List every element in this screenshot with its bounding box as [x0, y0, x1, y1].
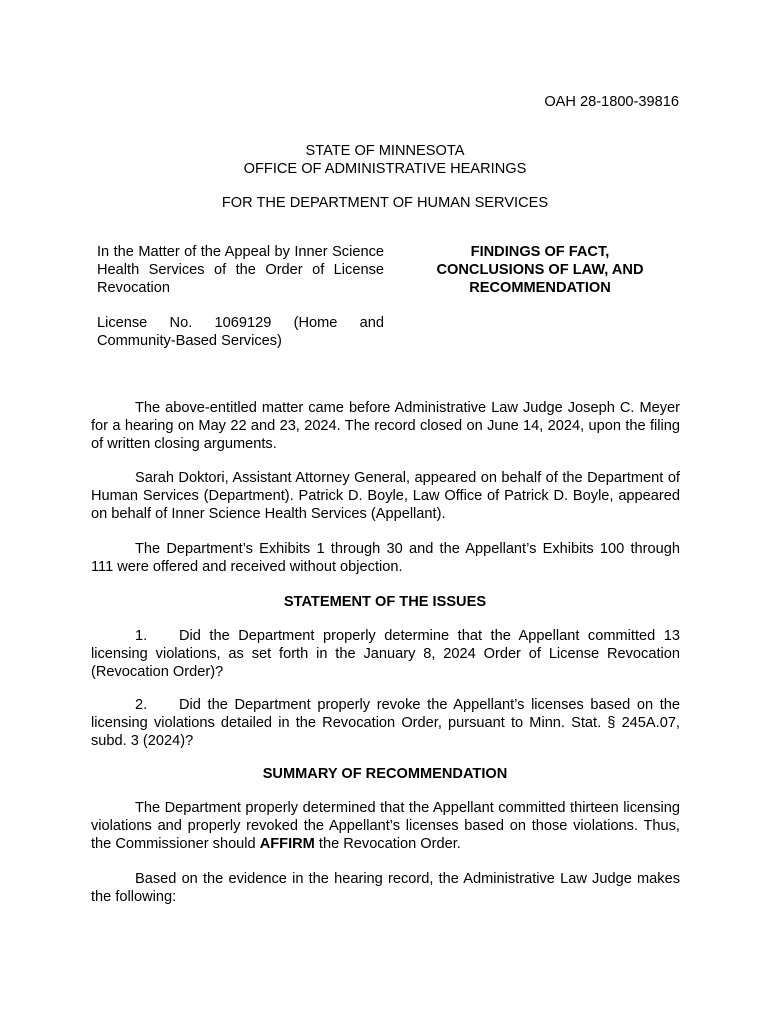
intro-paragraph-appearances: Sarah Doktori, Assistant Attorney General, appeared on behalf of the Department of Human Services (Department). Patrick D. Boyle, Law Office of Patrick D. Boyle, appeared on behalf of Inner Science Health Services (Appellant).	[91, 470, 680, 522]
office-heading: OFFICE OF ADMINISTRATIVE HEARINGS	[243, 161, 527, 177]
department-heading: FOR THE DEPARTMENT OF HUMAN SERVICES	[221, 195, 549, 211]
state-heading: STATE OF MINNESOTA	[305, 143, 465, 159]
summary-paragraph	[91, 799, 680, 853]
issue-item	[91, 696, 680, 750]
affirm-emphasis: AFFIRM	[259, 836, 315, 852]
intro-paragraph-exhibits: The Department’s Exhibits 1 through 30 and the Appellant’s Exhibits 100 through 111 were offered and received without objection.	[91, 541, 680, 575]
issue-text: Did the Department properly revoke the Appellant’s licenses based on the licensing violations detailed in the Revocation Order, pursuant to Minn. Stat. § 245A.07, subd. 3 (2024)?	[91, 697, 680, 749]
issues-heading: STATEMENT OF THE ISSUES	[283, 594, 487, 610]
summary-text-before: The Department properly determined that the Appellant committed thirteen licensing violations and properly revoked the Appellant’s licenses based on those violations. Thus, the Commissioner should	[91, 800, 680, 852]
case-caption-matter: In the Matter of the Appeal by Inner Science Health Services of the Order of License Revocation	[97, 244, 384, 296]
document-title-line-2: CONCLUSIONS OF LAW, AND	[436, 262, 644, 278]
issue-number: 1.	[135, 628, 148, 644]
issue-item	[91, 627, 680, 681]
issue-text: Did the Department properly determine that the Appellant committed 13 licensing violations, as set forth in the January 8, 2024 Order of License Revocation (Revocation Order)?	[91, 628, 680, 680]
case-caption-license: License No. 1069129 (Home and Community-Based Services)	[97, 315, 384, 349]
summary-heading: SUMMARY OF RECOMMENDATION	[262, 766, 508, 782]
document-title-line-3: RECOMMENDATION	[469, 280, 611, 296]
document-title-line-1: FINDINGS OF FACT,	[470, 244, 610, 260]
docket-number: OAH 28-1800-39816	[544, 94, 679, 110]
document-title	[410, 243, 670, 297]
intro-paragraph-hearing: The above-entitled matter came before Administrative Law Judge Joseph C. Meyer for a hearing on May 22 and 23, 2024. The record closed on June 14, 2024, upon the filing of written closing arguments.	[91, 400, 680, 452]
closing-paragraph: Based on the evidence in the hearing record, the Administrative Law Judge makes the following:	[91, 871, 680, 905]
summary-text-after: the Revocation Order.	[314, 836, 461, 852]
issue-number: 2.	[135, 697, 148, 713]
